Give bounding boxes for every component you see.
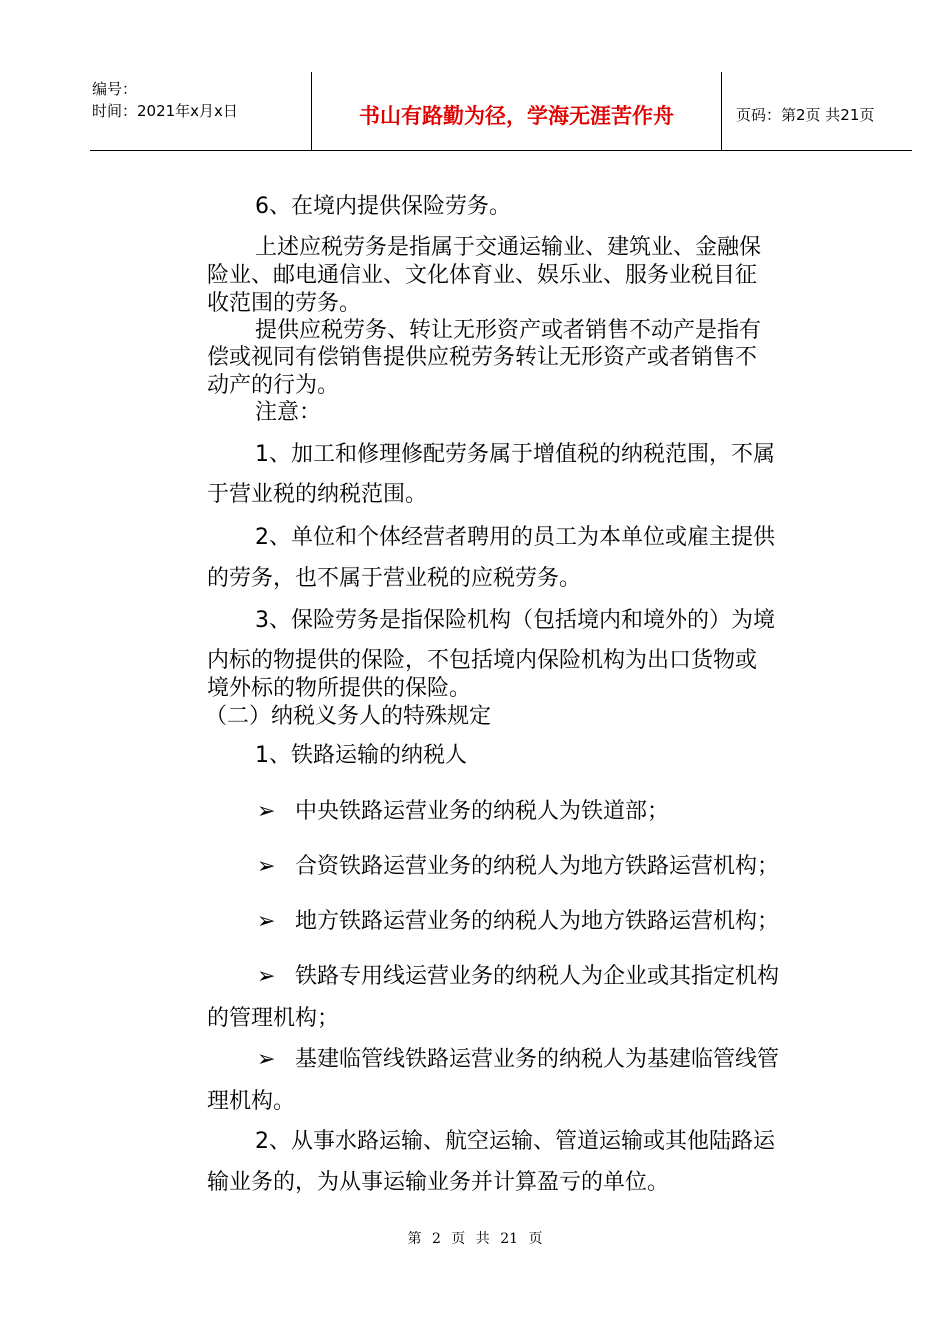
arrow-bullet-icon: ➢ bbox=[257, 964, 276, 989]
header-motto: 书山有路勤为径，学海无涯苦作舟 bbox=[359, 103, 674, 128]
list-item-text: 中央铁路运营业务的纳税人为铁道部； bbox=[295, 799, 670, 824]
header-page-info: 页码：第2页 共21页 bbox=[736, 106, 875, 124]
text-line: 提供应税劳务、转让无形资产或者销售不动产是指有 bbox=[255, 318, 762, 343]
document-number-label: 编号： bbox=[92, 80, 138, 98]
text-line: 上述应税劳务是指属于交通运输业、建筑业、金融保 bbox=[255, 235, 762, 260]
arrow-bullet-icon: ➢ bbox=[257, 854, 276, 879]
text-line: 收范围的劳务。 bbox=[207, 291, 362, 316]
text-line: 动产的行为。 bbox=[207, 373, 340, 398]
list-item bbox=[257, 797, 897, 827]
header-meta bbox=[92, 78, 238, 122]
text-line: 1、加工和修理修配劳务属于增值税的纳税范围，不属 bbox=[255, 442, 775, 467]
text-line: 注意： bbox=[255, 400, 322, 425]
text-line: 6、在境内提供保险劳务。 bbox=[255, 194, 511, 219]
list-item-text: 基建临管线铁路运营业务的纳税人为基建临管线管 bbox=[295, 1047, 780, 1072]
text-line: 输业务的，为从事运输业务并计算盈亏的单位。 bbox=[207, 1170, 670, 1195]
page-footer: 第 2 页 共 21 页 bbox=[407, 1231, 543, 1247]
list-item bbox=[257, 852, 897, 882]
list-item-text: 铁路专用线运营业务的纳税人为企业或其指定机构 bbox=[295, 964, 780, 989]
list-item bbox=[257, 907, 897, 937]
text-line: 的管理机构； bbox=[207, 1006, 340, 1031]
text-line: 1、铁路运输的纳税人 bbox=[255, 743, 467, 768]
text-line: 偿或视同有偿销售提供应税劳务转让无形资产或者销售不 bbox=[207, 345, 758, 370]
text-line: 理机构。 bbox=[207, 1089, 296, 1114]
arrow-bullet-icon: ➢ bbox=[257, 909, 276, 934]
list-item-text: 合资铁路运营业务的纳税人为地方铁路运营机构； bbox=[295, 854, 780, 879]
section-heading: （二）纳税义务人的特殊规定 bbox=[205, 704, 492, 729]
list-item-text: 地方铁路运营业务的纳税人为地方铁路运营机构； bbox=[295, 909, 780, 934]
text-line: 的劳务，也不属于营业税的应税劳务。 bbox=[207, 566, 582, 591]
arrow-bullet-icon: ➢ bbox=[257, 1047, 276, 1072]
list-item bbox=[257, 962, 897, 992]
text-line: 险业、邮电通信业、文化体育业、娱乐业、服务业税目征 bbox=[207, 263, 758, 288]
document-time-label: 时间：2021年x月x日 bbox=[92, 102, 238, 120]
text-line: 于营业税的纳税范围。 bbox=[207, 482, 428, 507]
list-item bbox=[257, 1045, 897, 1075]
text-line: 境外标的物所提供的保险。 bbox=[207, 676, 472, 701]
text-line: 内标的物提供的保险，不包括境内保险机构为出口货物或 bbox=[207, 648, 758, 673]
arrow-bullet-icon: ➢ bbox=[257, 799, 276, 824]
text-line: 3、保险劳务是指保险机构（包括境内和境外的）为境 bbox=[255, 608, 775, 633]
text-line: 2、从事水路运输、航空运输、管道运输或其他陆路运 bbox=[255, 1129, 775, 1154]
text-line: 2、单位和个体经营者聘用的员工为本单位或雇主提供 bbox=[255, 525, 775, 550]
header-divider bbox=[721, 72, 722, 150]
page-header bbox=[90, 72, 912, 151]
